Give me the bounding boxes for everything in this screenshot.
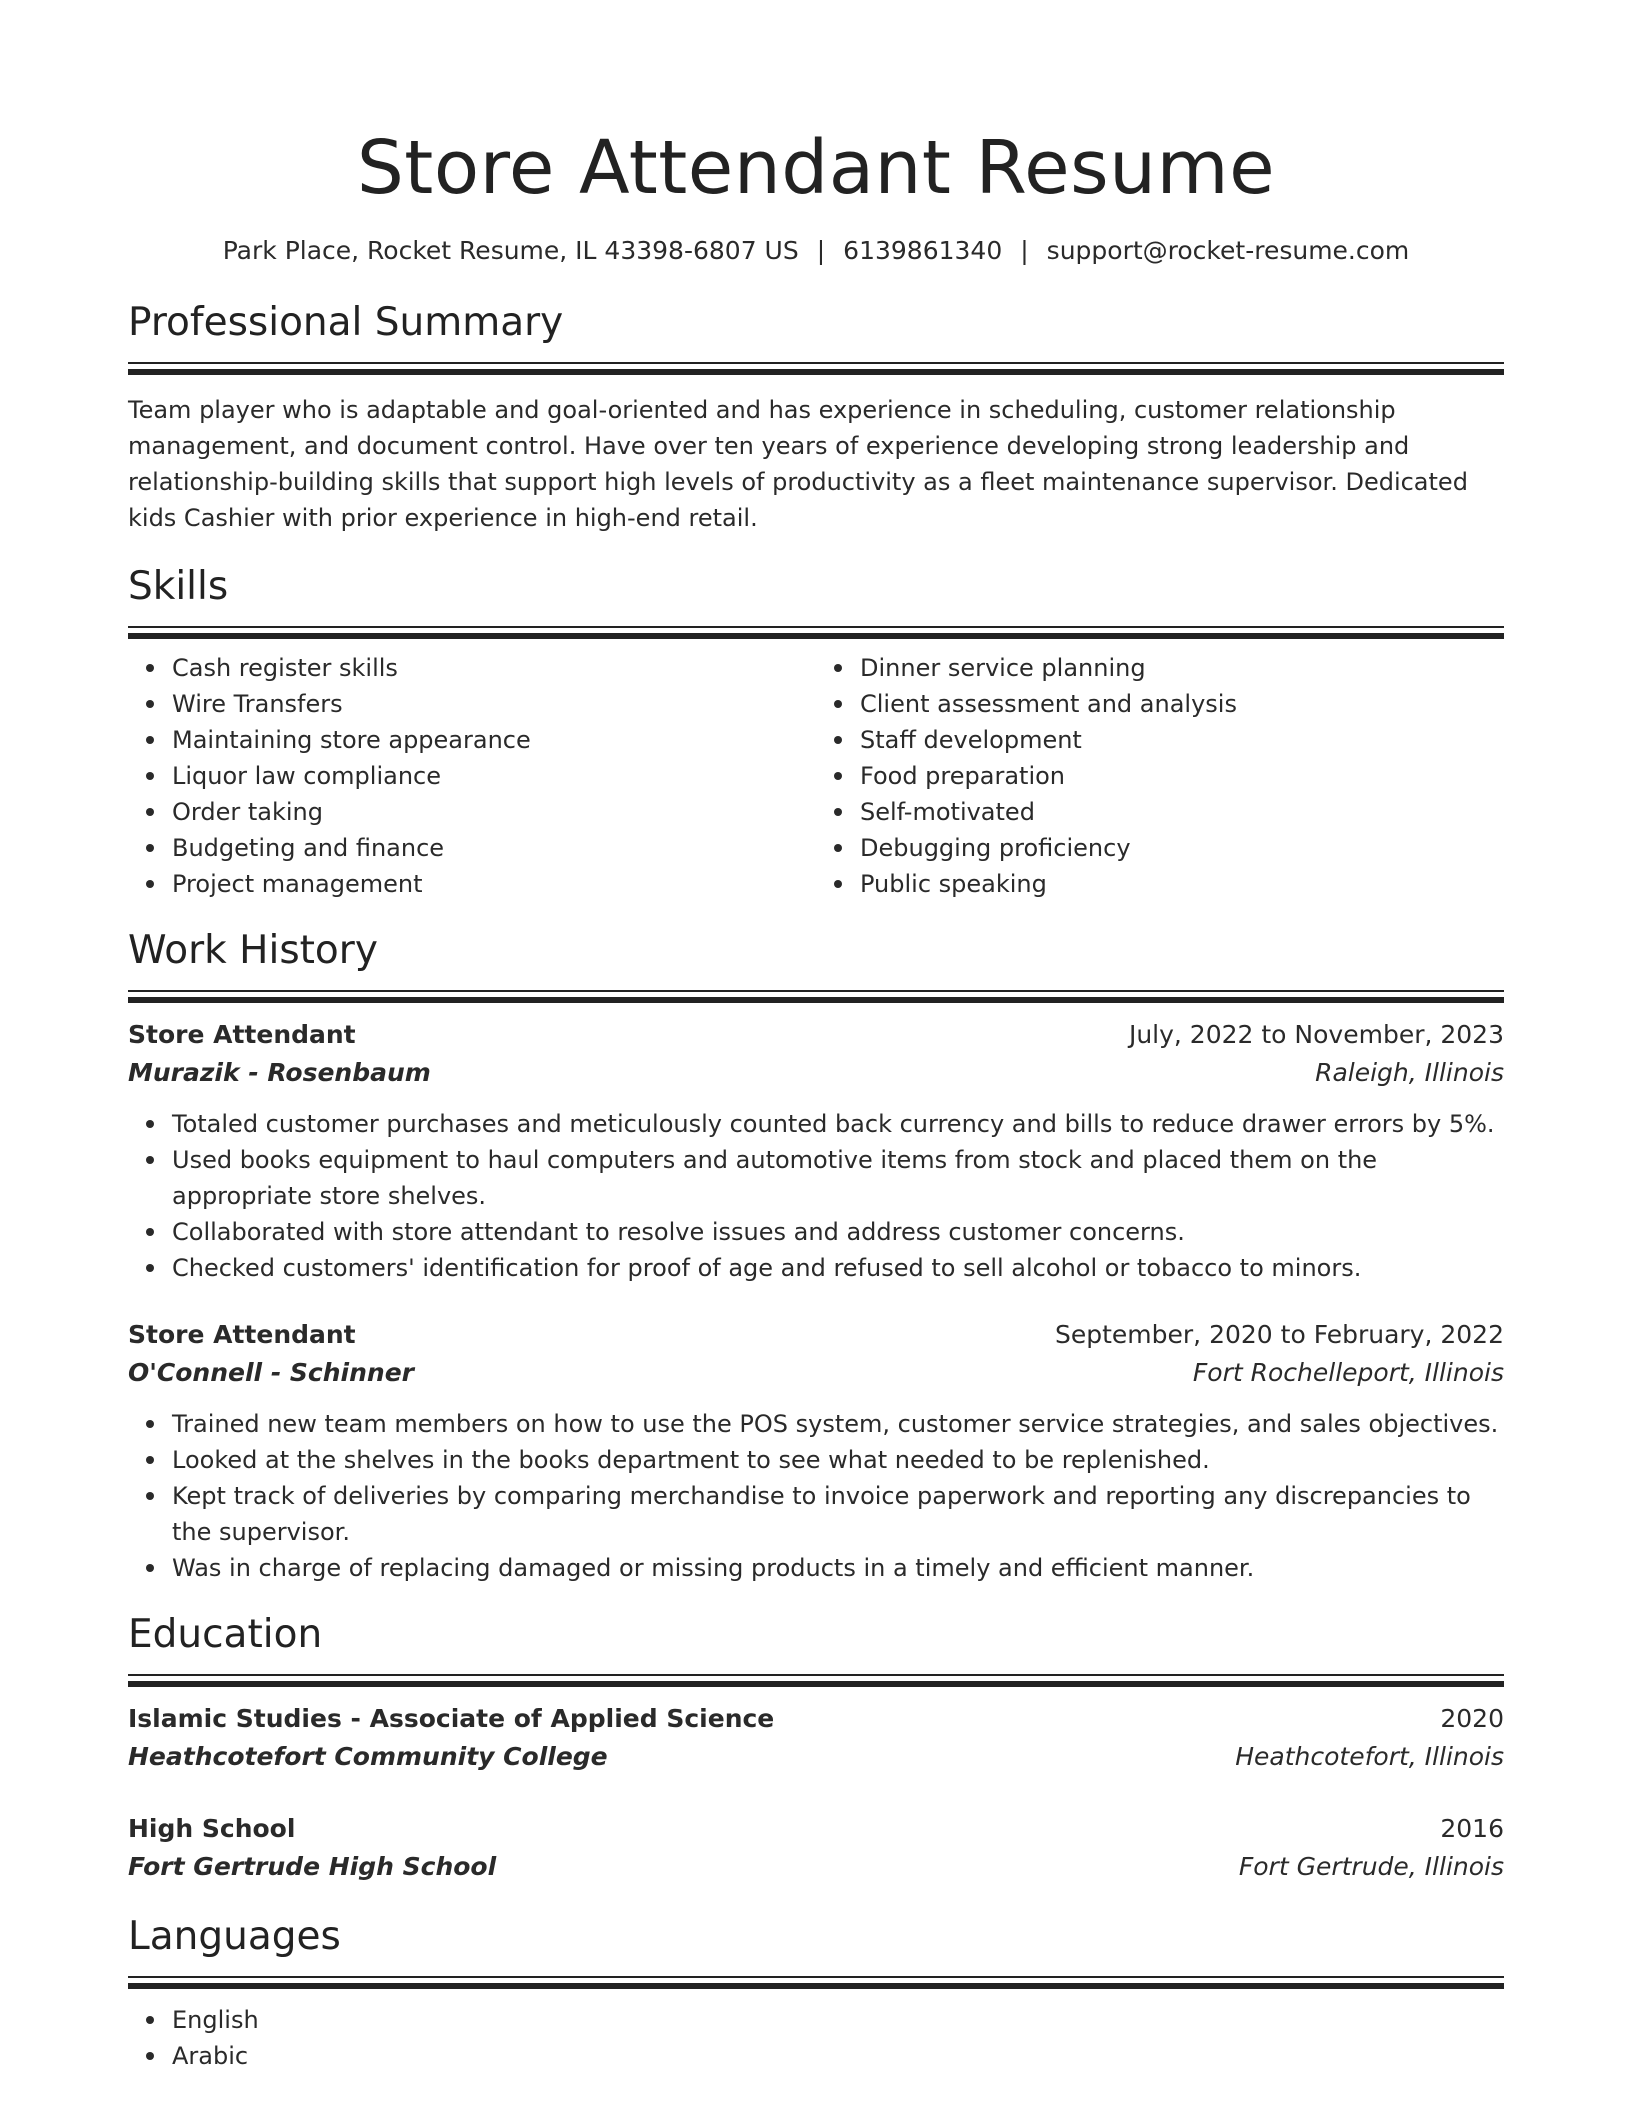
work-history-section	[128, 926, 1504, 1586]
contact-phone: 6139861340	[843, 236, 1003, 265]
skills-section	[128, 562, 1504, 902]
job-bullet: Trained new team members on how to use the POS system, customer service strategies, and sales objectives.	[172, 1406, 1504, 1442]
skill-item: Budgeting and finance	[172, 830, 816, 866]
contact-line	[128, 234, 1504, 268]
contact-separator: |	[816, 236, 826, 265]
education-year: 2016	[1440, 1814, 1504, 1843]
skill-item: Project management	[172, 866, 816, 902]
education-year: 2020	[1440, 1704, 1504, 1733]
education-school: Fort Gertrude High School	[128, 1852, 497, 1881]
skill-item: Wire Transfers	[172, 686, 816, 722]
section-divider	[128, 990, 1504, 1002]
languages-list	[128, 2002, 1504, 2074]
job-bullet: Looked at the shelves in the books department to see what needed to be replenished.	[172, 1442, 1504, 1478]
job-company: Murazik - Rosenbaum	[128, 1058, 431, 1087]
contact-separator: |	[1020, 236, 1029, 265]
education-entry	[128, 1700, 1504, 1776]
job-entry	[128, 1316, 1504, 1586]
skills-list-right	[816, 650, 1504, 902]
skill-item: Order taking	[172, 794, 816, 830]
job-bullet: Used books equipment to haul computers and automotive items from stock and placed them on the appropriate store shelves.	[172, 1142, 1504, 1214]
summary-text: Team player who is adaptable and goal-oriented and has experience in scheduling, customer relationship management, and document control. Have over ten years of experience developing strong leadership and relationship-building skills that support high levels of productivity as a fleet maintenance supervisor. Dedicated kids Cashier with prior experience in high-end retail.	[128, 396, 1468, 532]
job-bullet: Collaborated with store attendant to resolve issues and address customer concerns.	[172, 1214, 1504, 1250]
job-entry	[128, 1016, 1504, 1286]
job-company: O'Connell - Schinner	[128, 1358, 414, 1387]
summary-section	[128, 298, 1504, 536]
language-item: Arabic	[172, 2038, 1504, 2074]
job-bullets	[128, 1406, 1504, 1586]
skills-columns	[128, 650, 1504, 902]
skill-item: Food preparation	[860, 758, 1504, 794]
job-role: Store Attendant	[128, 1020, 356, 1049]
job-location: Raleigh, Illinois	[1315, 1058, 1504, 1087]
contact-address: Park Place, Rocket Resume, IL 43398-6807 US	[222, 236, 799, 265]
education-section	[128, 1610, 1504, 1886]
section-title-summary: Professional Summary	[128, 300, 564, 345]
education-location: Heathcotefort, Illinois	[1235, 1742, 1504, 1771]
job-dates: July, 2022 to November, 2023	[1128, 1020, 1504, 1049]
skill-item: Client assessment and analysis	[860, 686, 1504, 722]
skill-item: Staff development	[860, 722, 1504, 758]
languages-section	[128, 1912, 1504, 2074]
job-location: Fort Rochelleport, Illinois	[1192, 1358, 1504, 1387]
job-bullet: Checked customers' identification for proof of age and refused to sell alcohol or tobacco to minors.	[172, 1250, 1504, 1286]
education-location: Fort Gertrude, Illinois	[1238, 1852, 1504, 1881]
resume-title: Store Attendant Resume	[356, 125, 1276, 211]
section-divider	[128, 362, 1504, 374]
section-title-work: Work History	[128, 928, 378, 973]
job-bullets	[128, 1106, 1504, 1286]
skill-item: Cash register skills	[172, 650, 816, 686]
skill-item: Debugging proficiency	[860, 830, 1504, 866]
job-bullet: Totaled customer purchases and meticulously counted back currency and bills to reduce drawer errors by 5%.	[172, 1106, 1504, 1142]
skill-item: Maintaining store appearance	[172, 722, 816, 758]
education-entry	[128, 1810, 1504, 1886]
job-role: Store Attendant	[128, 1320, 356, 1349]
job-bullet: Was in charge of replacing damaged or missing products in a timely and efficient manner.	[172, 1550, 1504, 1586]
job-dates: September, 2020 to February, 2022	[1055, 1320, 1504, 1349]
section-divider	[128, 1674, 1504, 1686]
skill-item: Dinner service planning	[860, 650, 1504, 686]
job-bullet: Kept track of deliveries by comparing merchandise to invoice paperwork and reporting any discrepancies to the supervisor.	[172, 1478, 1504, 1550]
skill-item: Self-motivated	[860, 794, 1504, 830]
education-school: Heathcotefort Community College	[128, 1742, 608, 1771]
education-degree: Islamic Studies - Associate of Applied Science	[128, 1704, 775, 1733]
contact-email: support@rocket-resume.com	[1046, 236, 1410, 265]
language-item: English	[172, 2002, 1504, 2038]
section-divider	[128, 626, 1504, 638]
skills-list-left	[128, 650, 816, 902]
section-title-skills: Skills	[128, 564, 229, 609]
section-title-languages: Languages	[128, 1914, 341, 1959]
skill-item: Public speaking	[860, 866, 1504, 902]
resume-page	[128, 0, 1504, 2074]
section-divider	[128, 1976, 1504, 1988]
section-title-education: Education	[128, 1612, 323, 1657]
education-degree: High School	[128, 1814, 296, 1843]
skill-item: Liquor law compliance	[172, 758, 816, 794]
